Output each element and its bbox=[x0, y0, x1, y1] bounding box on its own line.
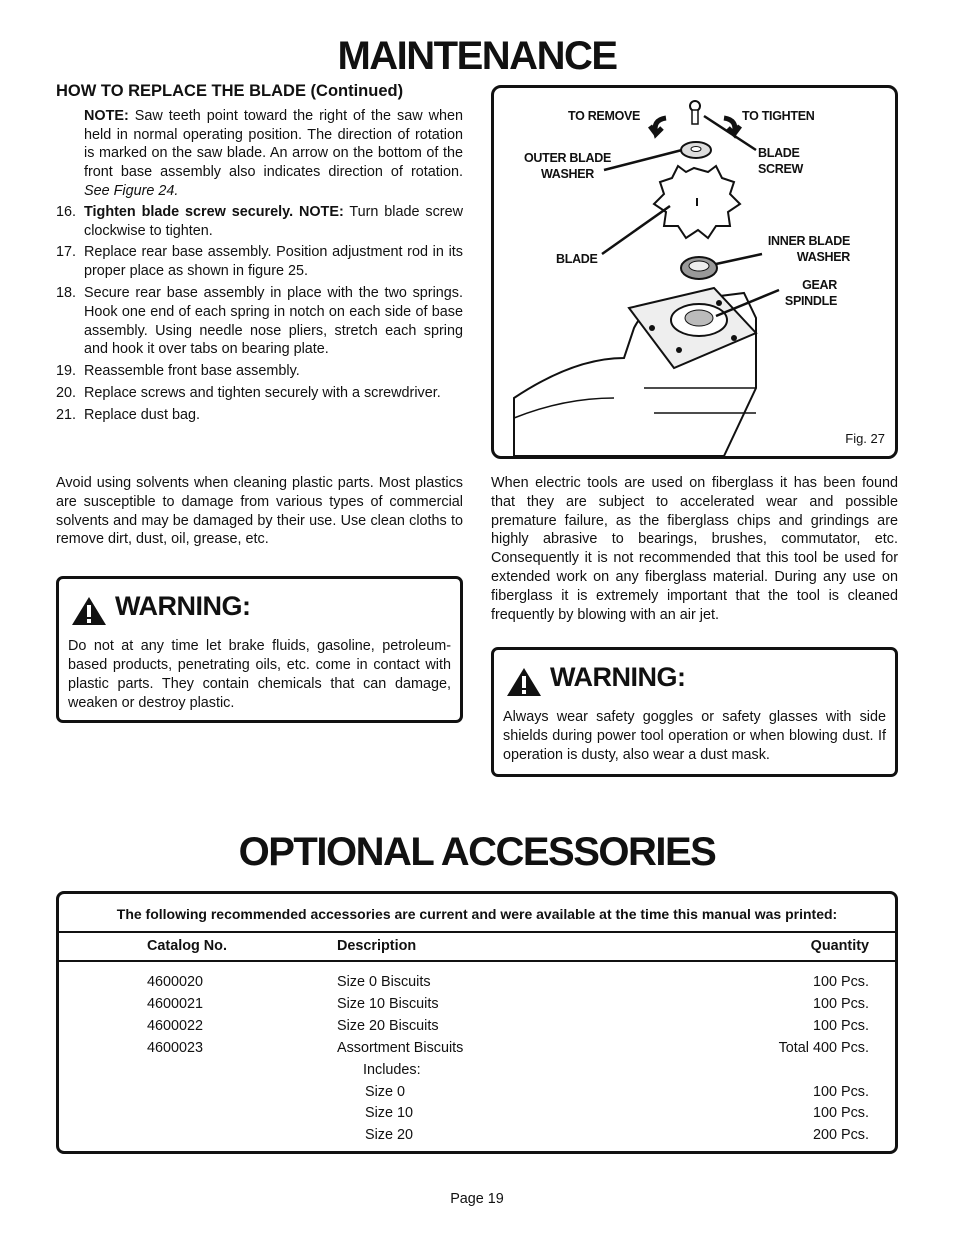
table-row: 4600022 Size 20 Biscuits 100 Pcs. bbox=[147, 1018, 869, 1034]
divider bbox=[59, 960, 895, 962]
table-row: Size 20 200 Pcs. bbox=[365, 1127, 869, 1143]
warning-triangle-icon bbox=[71, 596, 107, 626]
blade-assembly-illustration bbox=[494, 88, 895, 456]
divider bbox=[59, 931, 895, 933]
maintenance-title: MAINTENANCE bbox=[337, 34, 617, 78]
note-paragraph bbox=[84, 107, 463, 201]
saw-blade-icon bbox=[654, 166, 740, 238]
note-reference: See Figure 24. bbox=[84, 182, 179, 199]
list-item: 16. Tighten blade screw securely. NOTE: Turn blade screw clockwise to tighten. bbox=[56, 203, 463, 239]
outer-washer-icon bbox=[681, 142, 711, 158]
note-text: Saw teeth point toward the right of the saw when held in normal operating position. The direction of rotation is marked on the saw blade. An arrow on the bottom of the front base assembly also indicates direction of rotation. bbox=[84, 107, 463, 181]
accessories-table bbox=[56, 891, 898, 1154]
note-label: NOTE: bbox=[84, 107, 129, 124]
counterclockwise-arrow-icon bbox=[650, 118, 666, 134]
list-item: 18. Secure rear base assembly in place with the two springs. Hook one end of each spring in notch on each side of base assembly. Using needle nose pliers, stretch each spring and hook it over tabs on bearing plate. bbox=[56, 284, 463, 358]
includes-label-row: Includes: bbox=[363, 1062, 421, 1078]
figure-caption: Fig. 27 bbox=[845, 431, 885, 446]
list-item: 19. Reassemble front base assembly. bbox=[56, 363, 300, 380]
label-gear-spindle: GEAR SPINDLE bbox=[784, 278, 837, 308]
table-row: 4600023 Assortment Biscuits Total 400 Pcs. bbox=[147, 1040, 869, 1056]
list-item: 20. Replace screws and tighten securely with a screwdriver. bbox=[56, 384, 441, 401]
fiberglass-paragraph: When electric tools are used on fiberglass it has been found that they are subject to accelerated wear and possible premature failure, as the fiberglass chips and grindings are highly abrasive to bearings, brushes, commutator, etc. Consequently it is not recommended that this tool be used for extended work on any fiberglass material. During any use on fiberglass it is extremely important that the tool is cleaned frequently by blowing with an air jet. bbox=[491, 475, 898, 623]
list-item: 21. Replace dust bag. bbox=[56, 406, 201, 423]
cleaning-paragraph: Avoid using solvents when cleaning plastic parts. Most plastics are susceptible to damage from various types of commercial solvents and may be damaged by their use. Use clean cloths to remove dirt, dust, oil, grease, etc. bbox=[56, 475, 463, 548]
table-row: Size 0 100 Pcs. bbox=[365, 1084, 869, 1100]
label-blade: BLADE bbox=[556, 252, 598, 266]
header-catalog: Catalog No. bbox=[147, 938, 227, 954]
steps-list bbox=[56, 203, 463, 425]
header-description: Description bbox=[337, 938, 417, 954]
label-to-remove: TO REMOVE bbox=[568, 109, 641, 123]
warning-box-plastics: WARNING: Do not at any time let brake fluids, gasoline, petroleum-based products, penetrating oils, etc. come in contact with plastic parts. They contain chemicals that can damage, weaken or destroy plastic. bbox=[56, 576, 463, 723]
table-row: Size 10 100 Pcs. bbox=[365, 1105, 869, 1121]
label-blade-screw: BLADE SCREW bbox=[758, 146, 804, 176]
section-heading: HOW TO REPLACE THE BLADE (Continued) bbox=[56, 82, 404, 100]
table-row: 4600020 Size 0 Biscuits 100 Pcs. bbox=[147, 974, 869, 990]
warning-text: Always wear safety goggles or safety glasses with side shields during power tool operation or when blowing dust. If operation is dusty, also wear a dust mask. bbox=[503, 709, 886, 763]
blade-replacement-section bbox=[56, 82, 463, 428]
header-quantity: Quantity bbox=[810, 938, 869, 954]
warning-text: Do not at any time let brake fluids, gasoline, petroleum-based products, penetrating oils, etc. come in contact with plastic parts. They contain chemicals that can damage, weaken or destroy plastic. bbox=[68, 638, 451, 711]
figure-27 bbox=[491, 85, 898, 459]
inner-washer-icon bbox=[681, 257, 717, 279]
warning-box-goggles: WARNING: Always wear safety goggles or safety glasses with side shields during power tool operation or when blowing dust. If operation is dusty, also wear a dust mask. bbox=[491, 647, 898, 777]
warning-triangle-icon bbox=[506, 667, 542, 697]
page-number: Page 19 bbox=[450, 1191, 504, 1207]
label-inner-blade-washer: INNER BLADE WASHER bbox=[767, 234, 850, 264]
list-item: 17. Replace rear base assembly. Position adjustment rod in its proper place as shown in figure 25. bbox=[56, 244, 463, 280]
accessories-intro: The following recommended accessories are current and were available at the time this manual was printed: bbox=[116, 906, 838, 922]
table-row: 4600021 Size 10 Biscuits 100 Pcs. bbox=[147, 996, 869, 1012]
accessories-title: OPTIONAL ACCESSORIES bbox=[238, 830, 716, 874]
label-outer-blade-washer: OUTER BLADE WASHER bbox=[524, 151, 611, 181]
blade-screw-icon bbox=[690, 101, 700, 124]
label-to-tighten: TO TIGHTEN bbox=[742, 109, 815, 123]
